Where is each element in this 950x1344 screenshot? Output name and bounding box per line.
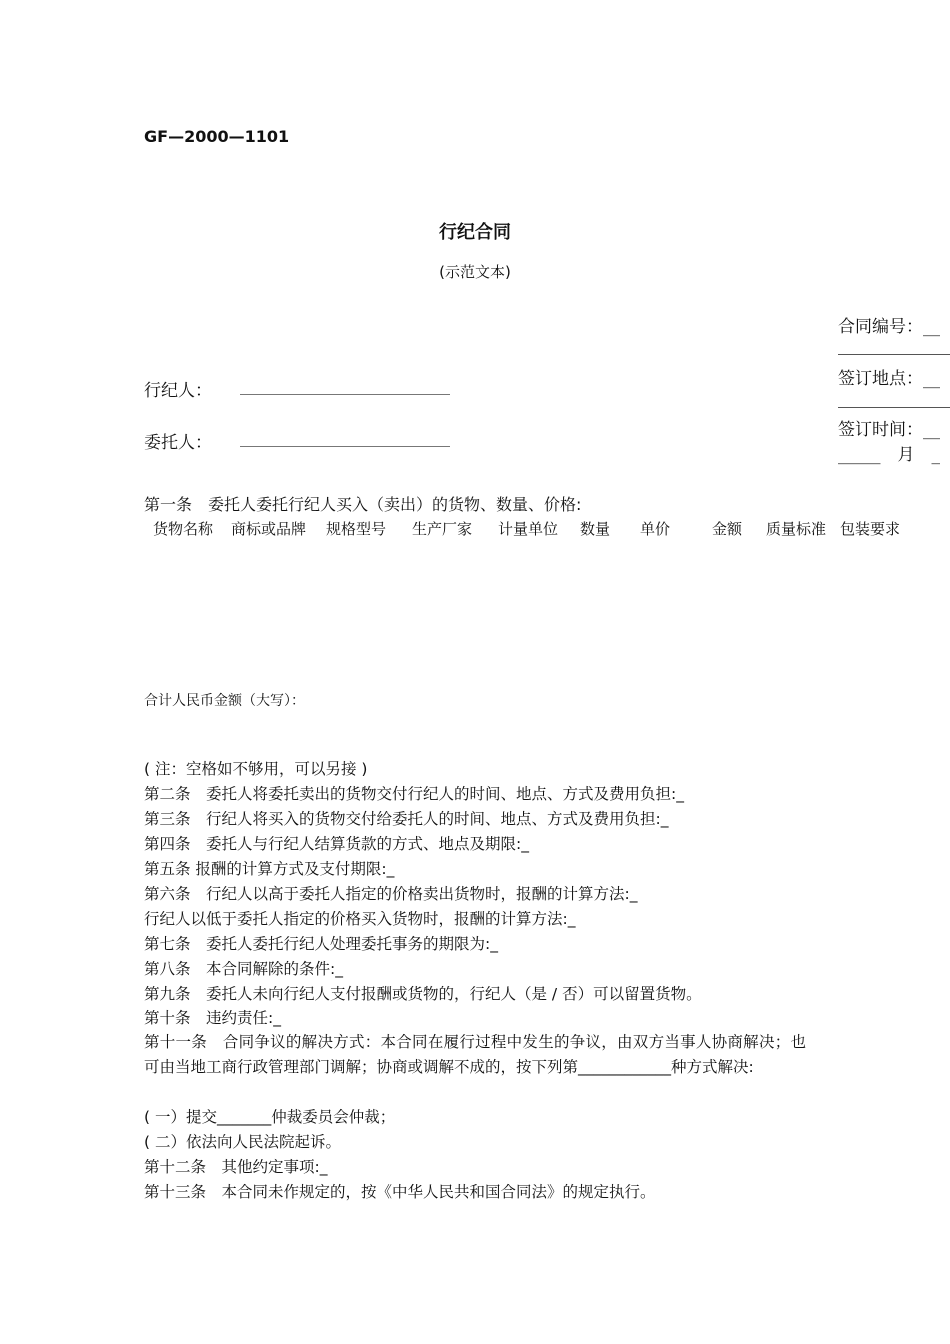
article-13: 第十三条 本合同未作规定的，按《中华人民共和国合同法》的规定执行。 bbox=[144, 1183, 656, 1201]
goods-table-header: 包装要求 bbox=[840, 520, 901, 538]
goods-table-header: 商标或品牌 bbox=[231, 520, 307, 538]
article-5: 第五条 报酬的计算方式及支付期限:_ bbox=[144, 860, 395, 878]
article-1: 第一条 委托人委托行纪人买入（卖出）的货物、数量、价格: bbox=[144, 495, 582, 514]
goods-table-header: 数量 bbox=[580, 520, 611, 538]
article-6: 第六条 行纪人以高于委托人指定的价格卖出货物时，报酬的计算方法:_ bbox=[144, 885, 638, 903]
sign-place-field[interactable]: 签订地点：__ bbox=[838, 369, 940, 389]
document-title: 行纪合同 bbox=[439, 222, 511, 243]
goods-table-header: 质量标准 bbox=[766, 520, 827, 538]
article-3: 第三条 行纪人将买入的货物交付给委托人的时间、地点、方式及费用负担:_ bbox=[144, 810, 669, 828]
sign-place-line bbox=[838, 407, 950, 408]
article-10: 第十条 违约责任:_ bbox=[144, 1009, 281, 1027]
option-court: ( 二）依法向人民法院起诉。 bbox=[144, 1133, 341, 1151]
contract-number-field[interactable]: 合同编号：__ bbox=[838, 317, 940, 337]
goods-table-header: 金额 bbox=[712, 520, 743, 538]
goods-table-header: 单价 bbox=[640, 520, 671, 538]
option-arbitration: ( 一）提交_______仲裁委员会仲裁； bbox=[144, 1108, 396, 1126]
article-2: 第二条 委托人将委托卖出的货物交付行纪人的时间、地点、方式及费用负担:_ bbox=[144, 785, 684, 803]
article-4: 第四条 委托人与行纪人结算货款的方式、地点及期限:_ bbox=[144, 835, 529, 853]
goods-table-header: 生产厂家 bbox=[412, 520, 473, 538]
article-7: 第七条 委托人委托行纪人处理委托事务的期限为:_ bbox=[144, 935, 498, 953]
article-8: 第八条 本合同解除的条件:_ bbox=[144, 960, 343, 978]
article-12: 第十二条 其他约定事项:_ bbox=[144, 1158, 328, 1176]
sign-time-field[interactable]: 签订时间：__ bbox=[838, 420, 940, 440]
sign-date-line[interactable]: _____ 月 _ bbox=[838, 445, 940, 465]
agent-label: 行纪人： bbox=[144, 381, 212, 401]
contract-number-line bbox=[838, 354, 950, 355]
document-subtitle: (示范文本) bbox=[439, 263, 511, 281]
goods-table-header: 规格型号 bbox=[326, 520, 387, 538]
goods-table-header: 货物名称 bbox=[153, 520, 214, 538]
article-11: 第十一条 合同争议的解决方式：本合同在履行过程中发生的争议，由双方当事人协商解决；也可由当地工商行政管理部门调解；协商或调解不成的，按下列第____________种方式解决: bbox=[144, 1033, 806, 1076]
agent-name-field[interactable] bbox=[240, 394, 450, 395]
document-code: GF—2000—1101 bbox=[144, 127, 290, 146]
article-6-sub: 行纪人以低于委托人指定的价格买入货物时，报酬的计算方法:_ bbox=[144, 910, 576, 928]
principal-name-field[interactable] bbox=[240, 446, 450, 447]
goods-table-header: 计量单位 bbox=[498, 520, 559, 538]
total-amount-label: 合计人民币金额（大写）： bbox=[144, 693, 305, 709]
note-text: ( 注：空格如不够用，可以另接 ) bbox=[144, 760, 368, 778]
article-9: 第九条 委托人未向行纪人支付报酬或货物的，行纪人（是 / 否）可以留置货物。 bbox=[144, 985, 702, 1003]
principal-label: 委托人： bbox=[144, 433, 212, 453]
